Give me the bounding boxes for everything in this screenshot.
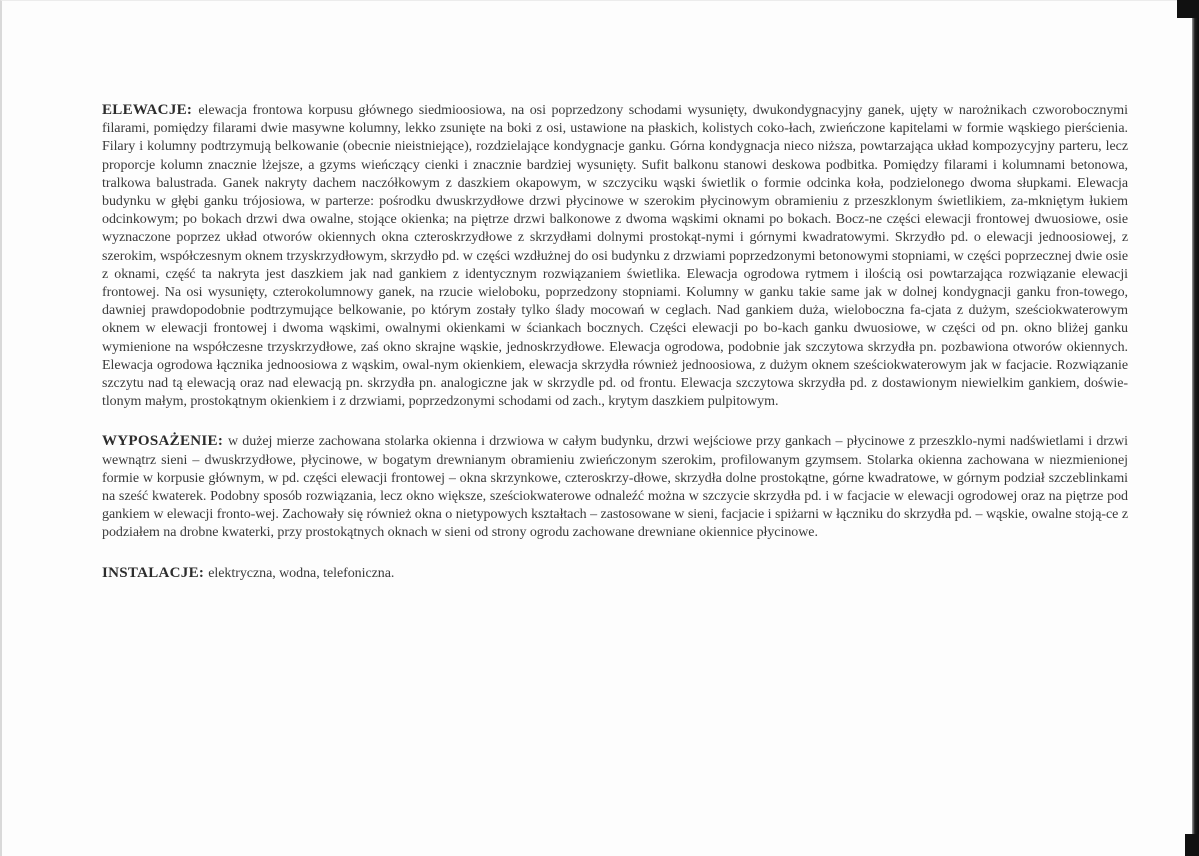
- section-elewacje: [102, 101, 1128, 411]
- section-text-elewacje: elewacja frontowa korpusu głównego siedmioosiowa, na osi poprzedzony schodami wysunięty, dwukondygnacyjny ganek, ujęty w narożnikach czworobocznymi filarami, pomiędzy filarami dwie masywne kolumny, lekko zsunięte na boki z osi, ustawione na płaskich, kolistych coko-łach, zwieńczone kapitelami w formie wąskiego pierścienia. Filary i kolumny podtrzymują belkowanie (obecnie nieistniejące), rozdzielające kondygnacje ganku. Górna kondygnacja nieco niższa, powtarzająca układ kompozycyjny parteru, lecz proporcje kolumn znacznie lżejsze, a gzyms wieńczący cienki i znacznie bardziej wysunięty. Sufit balkonu stanowi deskowa podbitka. Pomiędzy filarami i kolumnami betonowa, tralkowa balustrada. Ganek nakryty dachem naczółkowym z daszkiem okapowym, w szczyciku wąski świetlik o formie odcinka koła, podzielonego dwoma słupkami. Elewacja budynku w głębi ganku trójosiowa, w parterze: pośrodku dwuskrzydłowe drzwi płycinowe w szerokim płycinowym obramieniu z przeszklonym świetlikiem, za-mkniętym łukiem odcinkowym; po bokach drzwi dwa owalne, stojące okienka; na piętrze drzwi balkonowe z dwoma wąskimi oknami po bokach. Bocz-ne części elewacji frontowej dwuosiowe, osie wyznaczone poprzez układ otworów okiennych okna czteroskrzydłowe z skrzydłami dolnymi prostokąt-nymi i górnymi kwadratowymi. Skrzydło pd. o elewacji jednoosiowej, z szerokim, współczesnym oknem trzyskrzydłowym, skrzydło pd. w części wzdłużnej do osi budynku z drzwiami poprzedzonymi betonowymi stopniami, w części poprzecznej dwie osie z oknami, część ta nakryta jest daszkiem jak nad gankiem z identycznym rozwiązaniem świetlika. Elewacja ogrodowa rytmem i ilością osi powtarzająca rozwiązanie elewacji frontowej. Na osi wysunięty, czterokolumnowy ganek, na rzucie wieloboku, poprzedzony stopniami. Kolumny w ganku takie same jak w dolnej kondygnacji ganku fron-towego, dawniej prawdopodobnie podtrzymujące belkowanie, po którym zostały tylko ślady mocowań w ceglach. Nad gankiem duża, wieloboczna fa-cjata z dużym, sześciokwaterowym oknem w elewacji frontowej i dwoma wąskimi, owalnymi okienkami w ściankach bocznych. Części elewacji po bo-kach ganku dwuosiowe, w części od pn. okno bliżej ganku wymienione na współczesne trzyskrzydłowe, zaś okno skrajne wąskie, jednoskrzydłowe. Elewacja ogrodowa, podobnie jak szczytowa skrzydła pn. pozbawiona otworów okiennych. Elewacja ogrodowa łącznika jednoosiowa z wąskim, owal-nym okienkiem, elewacja skrzydła również jednoosiowa, z dużym oknem sześciokwaterowym jak w facjacie. Rozwiązanie szczytu nad tą elewacją oraz nad elewacją pn. skrzydła pn. analogiczne jak w skrzydle pd. od frontu. Elewacja szczytowa skrzydła pd. z dostawionym niewielkim gankiem, doświe-tlonym małym, prostokątnym okienkiem i z drzwiami, poprzedzonymi schodami od zach., krytym daszkiem pulpitowym.: [102, 103, 1128, 410]
- document-body: [102, 101, 1128, 604]
- section-text-wyposazenie: w dużej mierze zachowana stolarka okienna i drzwiowa w całym budynku, drzwi wejściowe przy gankach – płycinowe z przeszklo-nymi nadświetlami i drzwi wewnątrz sieni – dwuskrzydłowe, płycinowe, w bogatym drewnianym obramieniu zwieńczonym szerokim, profilowanym gzymsem. Stolarka okienna zachowana w niezmienionej formie w korpusie głównym, w pd. części elewacji frontowej – okna skrzynkowe, czteroskrzy-dłowe, skrzydła dolne prostokątne, górne kwadratowe, w górnym podział szczeblinkami na sześć kwaterek. Podobny sposób rozwiązania, lecz okno większe, sześciokwaterowe odnaleźć można w szczycie skrzydła pd. i w facjacie w elewacji ogrodowej oraz na piętrze pod gankiem w elewacji fronto-wej. Zachowały się również okna o nietypowych kształtach – zastosowane w sieni, facjacie i spiżarni w łączniku do skrzydła pd. – wąskie, owalne stoją-ce z podziałem na drobne kwaterki, przy prostokątnych oknach w sieni od strony ogrodu zachowane drewniane okiennice płycinowe.: [102, 434, 1128, 541]
- section-text-instalacje: elektryczna, wodna, telefoniczna.: [208, 565, 395, 581]
- section-heading-wyposazenie: WYPOSAŻENIE:: [102, 433, 228, 450]
- scan-corner-top: [1177, 0, 1199, 18]
- section-wyposazenie: [102, 432, 1128, 542]
- section-heading-elewacje: ELEWACJE:: [102, 102, 199, 118]
- scan-edge-border: [1192, 0, 1199, 856]
- scan-corner-bottom: [1185, 834, 1199, 856]
- section-instalacje: [102, 564, 1128, 583]
- section-heading-instalacje: INSTALACJE:: [102, 564, 209, 581]
